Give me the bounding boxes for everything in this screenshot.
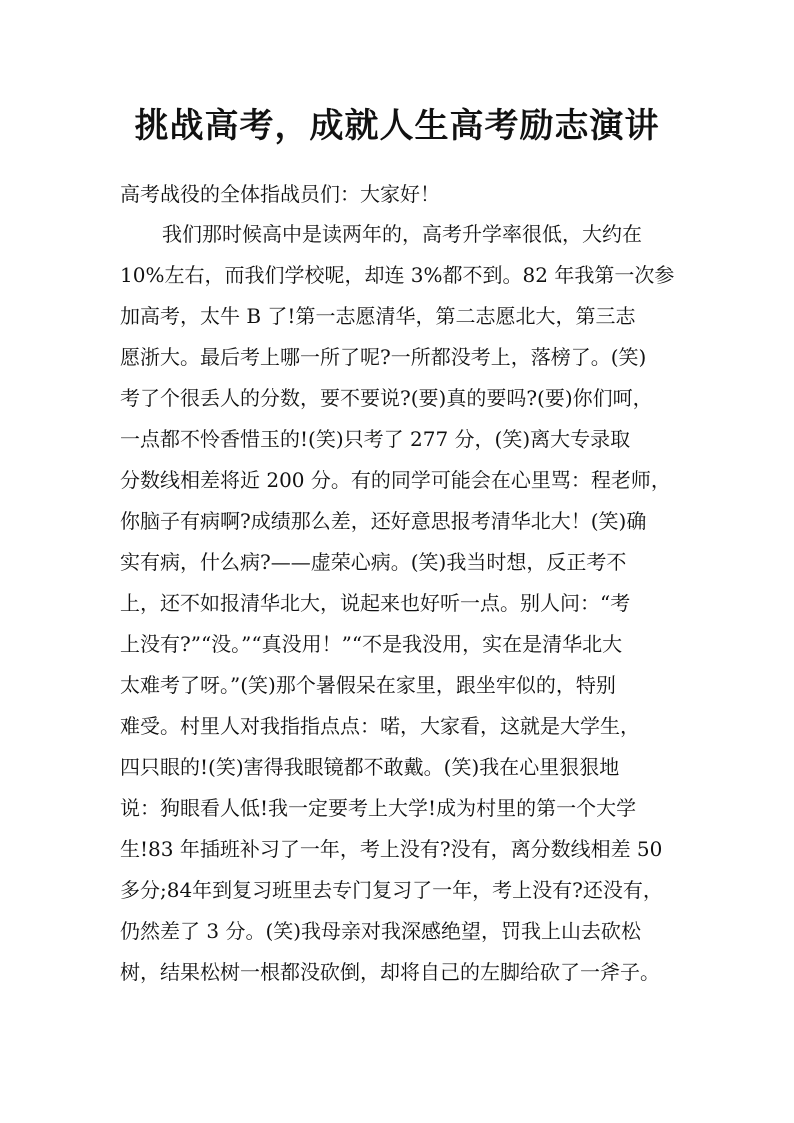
body-line: 多分;84年到复习班里去专门复习了一年，考上没有?还没有，: [120, 878, 663, 902]
body-line: 仍然差了 3 分。(笑)我母亲对我深感绝望，罚我上山去砍松: [120, 919, 642, 943]
body-line: 太难考了呀。”(笑)那个暑假呆在家里，跟坐牢似的，特别: [120, 673, 616, 697]
body-line: 上没有?”“没。”“真没用！”“不是我没用，实在是清华北大: [120, 632, 623, 656]
document-title: 挑战高考，成就人生高考励志演讲: [134, 106, 660, 146]
body-line: 生!83 年插班补习了一年，考上没有?没有，离分数线相差 50: [120, 837, 663, 861]
body-line: 说：狗眼看人低!我一定要考上大学!成为村里的第一个大学: [120, 796, 637, 820]
body-line: 一点都不怜香惜玉的!(笑)只考了 277 分，(笑)离大专录取: [120, 427, 631, 451]
body-line: 我们那时候高中是读两年的，高考升学率很低，大约在: [162, 222, 642, 246]
body-line: 你脑子有病啊?成绩那么差，还好意思报考清华北大！(笑)确: [120, 509, 647, 533]
body-line: 加高考，太牛 B 了!第一志愿清华，第二志愿北大，第三志: [120, 304, 636, 328]
body-line: 难受。村里人对我指指点点：喏，大家看，这就是大学生，: [120, 714, 640, 738]
body-line: 四只眼的!(笑)害得我眼镜都不敢戴。(笑)我在心里狠狠地: [120, 755, 620, 779]
body-line: 树，结果松树一根都没砍倒，却将自己的左脚给砍了一斧子。: [120, 960, 660, 984]
body-line: 实有病，什么病?——虚荣心病。(笑)我当时想，反正考不: [120, 550, 627, 574]
body-line: 考了个很丢人的分数，要不要说?(要)真的要吗?(要)你们呵，: [120, 386, 653, 410]
body-line: 愿浙大。最后考上哪一所了呢?一所都没考上，落榜了。(笑): [120, 345, 647, 369]
body-line: 上，还不如报清华北大，说起来也好听一点。别人问：“考: [120, 591, 631, 615]
body-line: 10%左右，而我们学校呢，却连 3%都不到。82 年我第一次参: [120, 263, 675, 287]
greeting-line: 高考战役的全体指战员们：大家好！: [120, 182, 440, 206]
body-line: 分数线相差将近 200 分。有的同学可能会在心里骂：程老师，: [120, 468, 671, 492]
